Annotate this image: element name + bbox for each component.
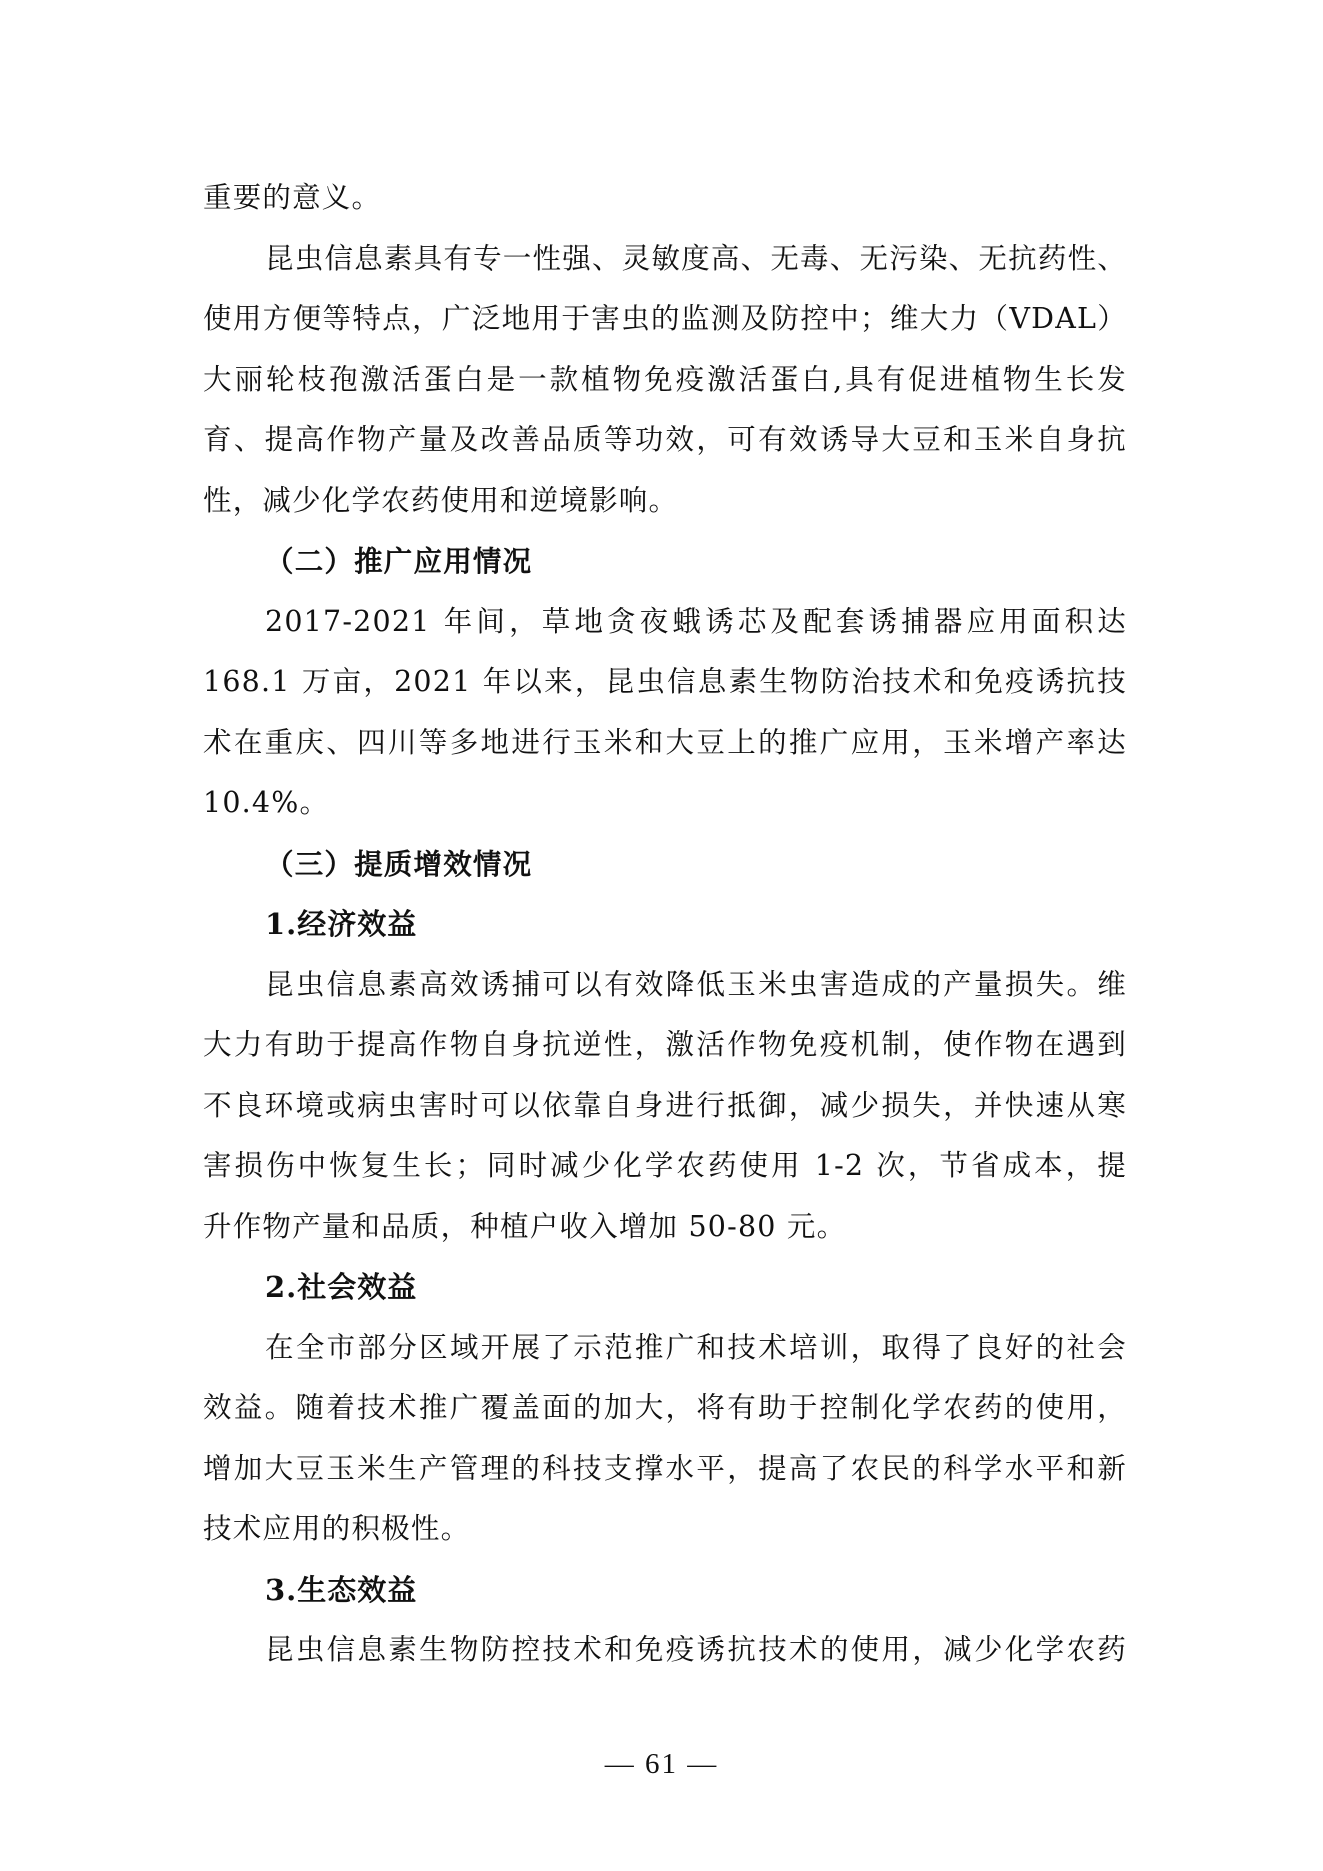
paragraph-economic: [203, 955, 1127, 1258]
text-line: 昆虫信息素生物防控技术和免疫诱抗技术的使用，减少化学农药: [265, 1633, 1127, 1666]
page-number: — 61 —: [604, 1748, 719, 1780]
paragraph-ecological: [203, 1620, 1127, 1681]
text-line: 168.1 万亩，2021 年以来，昆虫信息素生物防治技术和免疫诱抗技: [203, 665, 1127, 698]
paragraph-pheromone-intro: [203, 229, 1127, 532]
text-line: 昆虫信息素具有专一性强、灵敏度高、无毒、无污染、无抗药性、: [265, 241, 1127, 275]
text-line: 大力有助于提高作物自身抗逆性，激活作物免疫机制，使作物在遇到: [203, 1028, 1127, 1061]
subheading-ecological: 3.生态效益: [265, 1572, 418, 1607]
text-line: 昆虫信息素高效诱捕可以有效降低玉米虫害造成的产量损失。维: [265, 967, 1127, 1001]
text-line: 10.4%。: [203, 786, 330, 819]
document-body: [203, 168, 1127, 1681]
subheading-social: 2.社会效益: [265, 1270, 418, 1304]
text-line: 在全市部分区域开展了示范推广和技术培训，取得了良好的社会: [265, 1330, 1127, 1364]
paragraph-promotion: [203, 592, 1127, 834]
text-line: 不良环境或病虫害时可以依靠自身进行抵御，减少损失，并快速从寒: [203, 1088, 1127, 1122]
text-line: 大丽轮枝孢激活蛋白是一款植物免疫激活蛋白,具有促进植物生长发: [203, 362, 1127, 396]
text-line: 技术应用的积极性。: [203, 1512, 471, 1545]
paragraph-social: [203, 1318, 1127, 1560]
text-line: 育、提高作物产量及改善品质等功效，可有效诱导大豆和玉米自身抗: [203, 423, 1127, 456]
text-line: 2017-2021 年间，草地贪夜蛾诱芯及配套诱捕器应用面积达: [265, 604, 1127, 638]
subheading-economic: 1.经济效益: [265, 907, 418, 941]
text-line: 性，减少化学农药使用和逆境影响。: [203, 483, 679, 517]
text-line: 术在重庆、四川等多地进行玉米和大豆上的推广应用，玉米增产率达: [203, 725, 1127, 759]
section-heading-quality: （三）提质增效情况: [265, 846, 533, 881]
text-line: 使用方便等特点，广泛地用于害虫的监测及防控中；维大力（VDAL）: [203, 302, 1127, 335]
text-line: 害损伤中恢复生长；同时减少化学农药使用 1-2 次，节省成本，提: [203, 1149, 1127, 1182]
section-heading-promotion: （二）推广应用情况: [265, 544, 533, 578]
text-line: 效益。随着技术推广覆盖面的加大，将有助于控制化学农药的使用，: [203, 1391, 1127, 1424]
paragraph-continuation: [203, 168, 1127, 229]
text-line: 升作物产量和品质，种植户收入增加 50-80 元。: [203, 1209, 847, 1243]
text-line: 增加大豆玉米生产管理的科技支撑水平，提高了农民的科学水平和新: [203, 1451, 1127, 1485]
text-line: 重要的意义。: [203, 181, 382, 214]
